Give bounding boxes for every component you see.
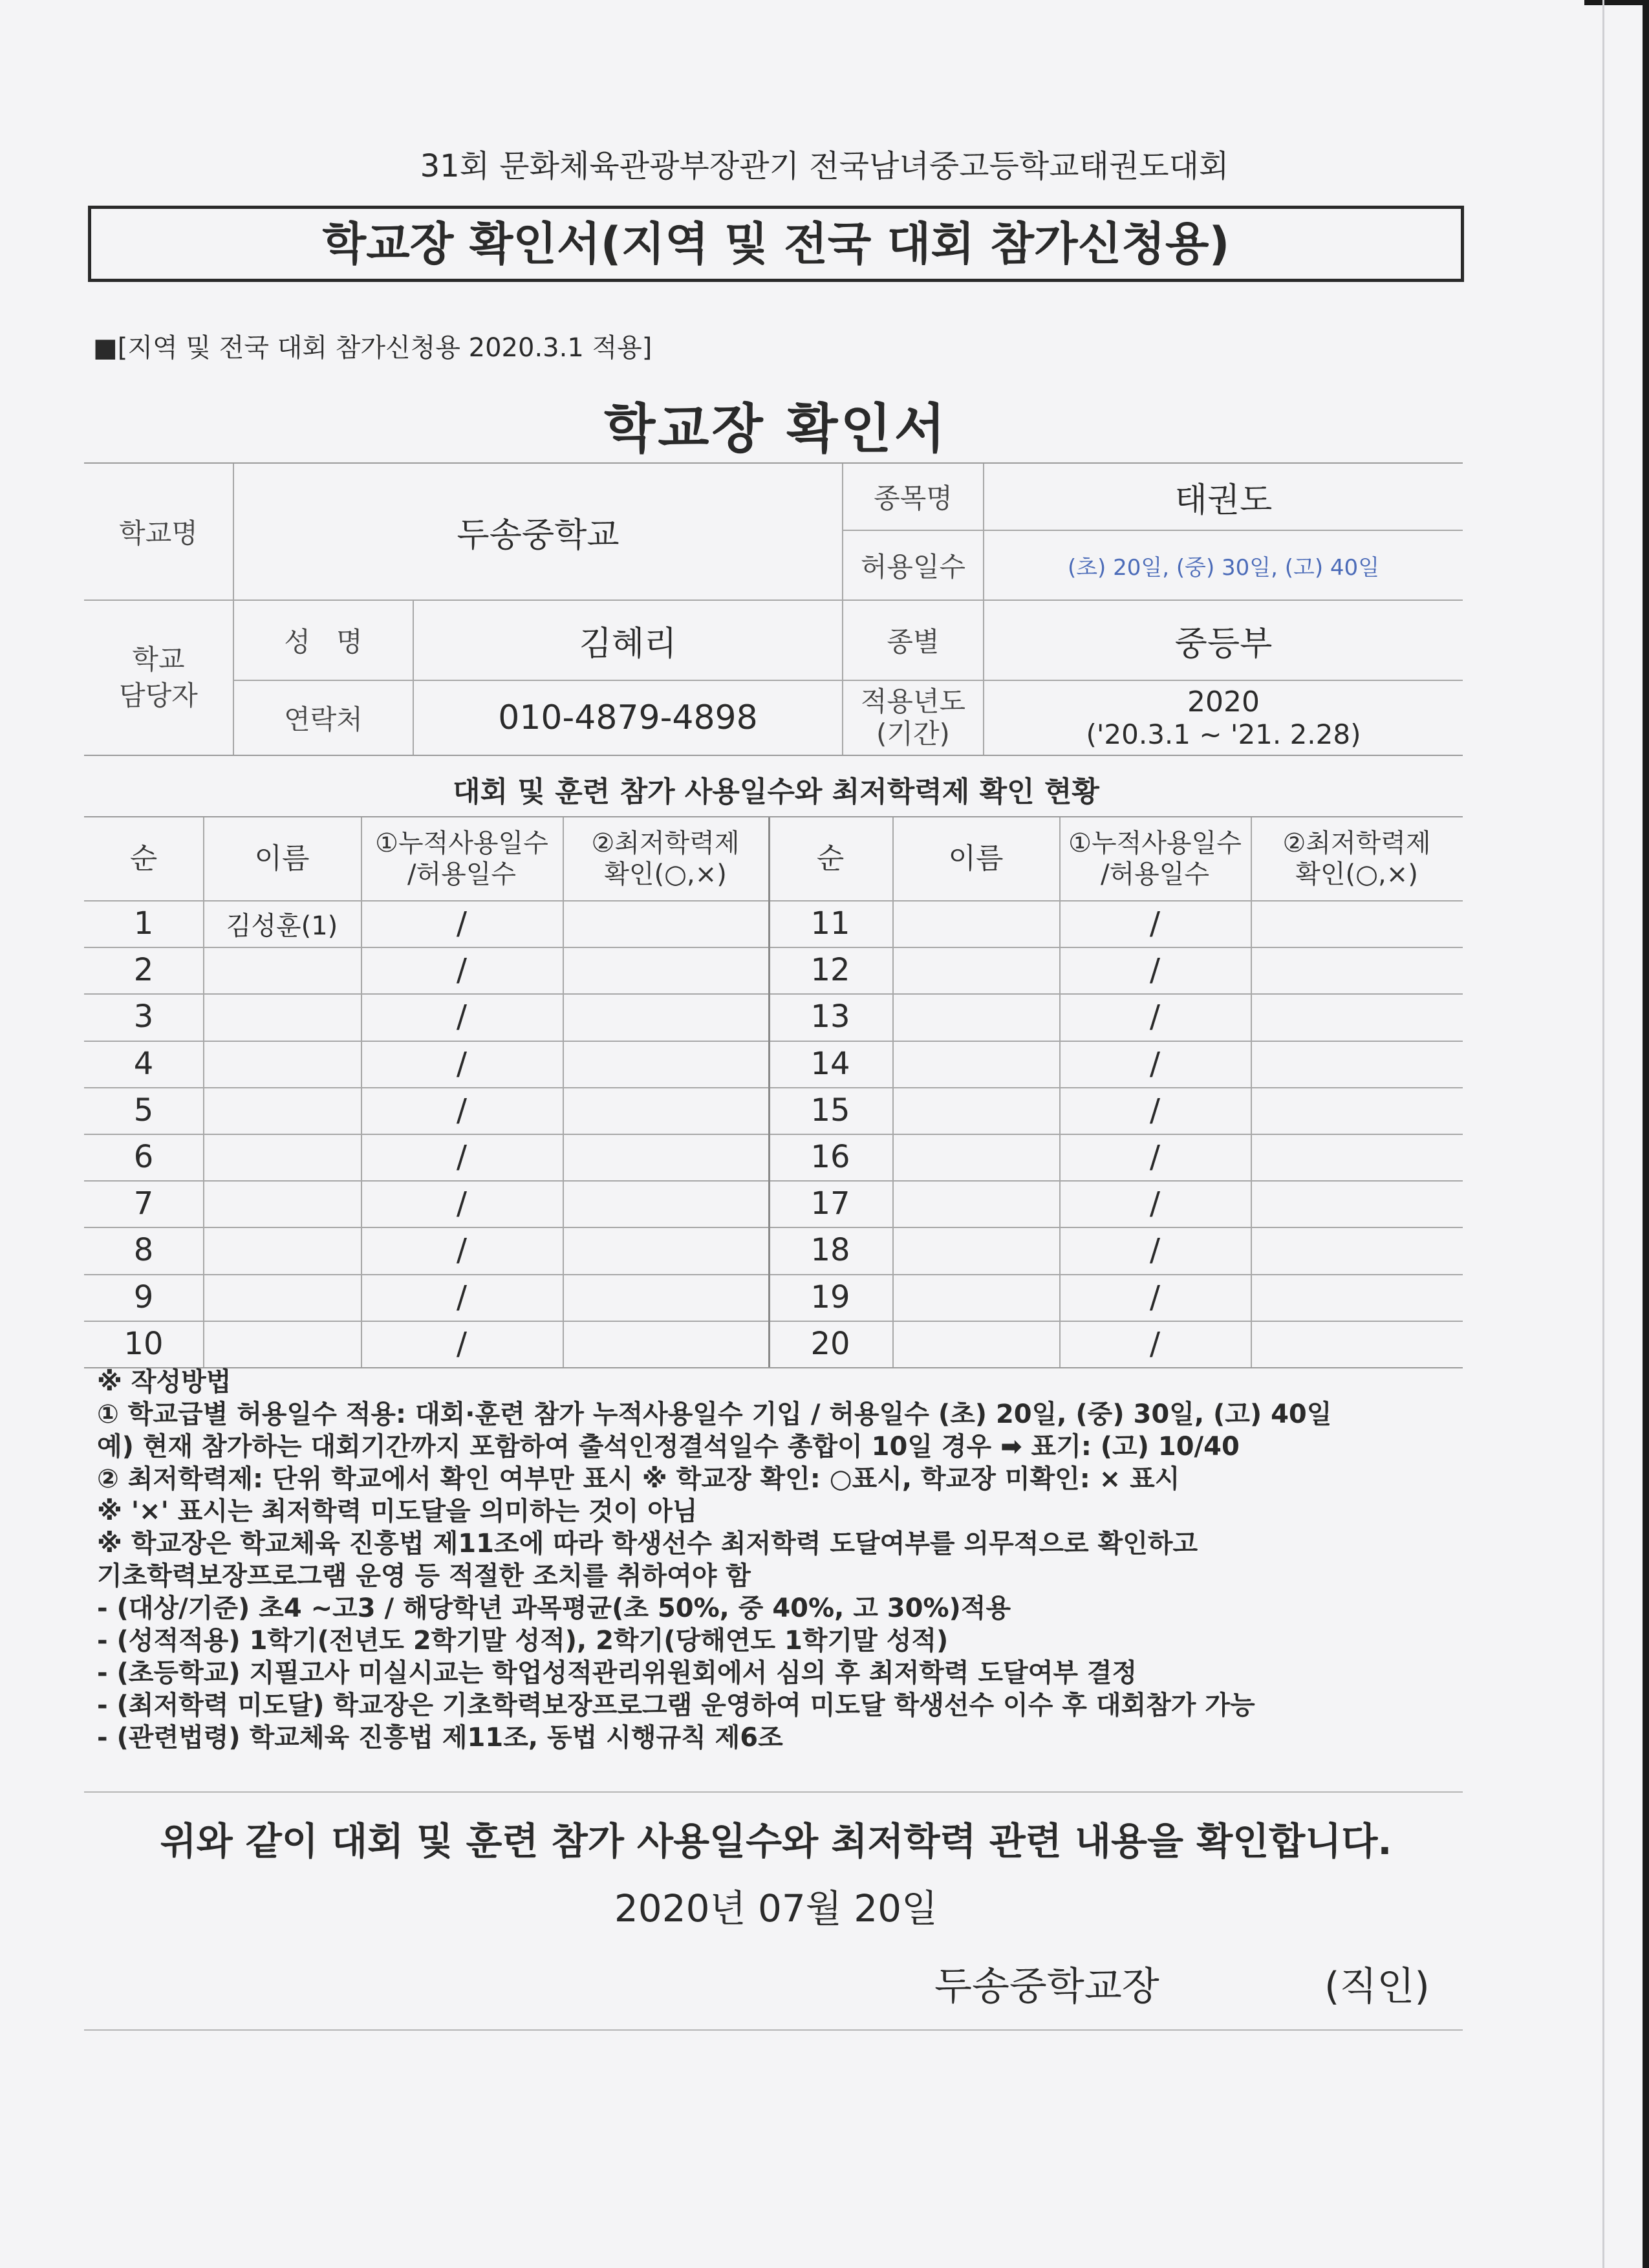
- allowed-days-label: 허용일수: [860, 551, 966, 583]
- table-cell-days: /: [456, 1139, 468, 1176]
- table-cell-no: 7: [133, 1185, 154, 1222]
- table-cell-no: 14: [810, 1045, 850, 1082]
- table-cell-name: [203, 1321, 361, 1367]
- header-check: ②최저학력제 확인(○,×): [591, 828, 740, 889]
- table-cell-no: 10: [124, 1325, 164, 1362]
- table-cell-name: [892, 1227, 1059, 1273]
- table-cell-no: 12: [810, 952, 850, 989]
- table-cell-check: [1251, 1274, 1463, 1321]
- writing-instructions: [97, 1366, 1487, 1754]
- header-days: ①누적사용일수 /허용일수: [375, 828, 548, 889]
- table-cell-check: [1251, 1180, 1463, 1227]
- table-cell-check: [1251, 1227, 1463, 1273]
- staff-label: 학교 담당자: [119, 643, 198, 711]
- table-cell-no: 13: [810, 999, 850, 1035]
- table-cell-days: /: [1149, 1092, 1161, 1129]
- contact-label: 연락처: [284, 704, 363, 735]
- athlete-usage-table: [84, 816, 1463, 1368]
- event-value: 태권도: [1174, 481, 1273, 520]
- table-cell-check: [1251, 1041, 1463, 1087]
- table-cell-check: [1251, 1134, 1463, 1180]
- note-line: 기초학력보장프로그램 운영 등 적절한 조치를 취하여야 함: [97, 1561, 751, 1591]
- note-line: 예) 현재 참가하는 대회기간까지 포함하여 출석인정결석일수 총합이 10일 경우 ➡ 표기: (고) 10/40: [97, 1432, 1240, 1462]
- table-cell-name: [892, 1180, 1059, 1227]
- school-info-table: [84, 462, 1463, 756]
- note-line: ② 최저학력제: 단위 학교에서 확인 여부만 표시 ※ 학교장 확인: ○표시, 학교장 미확인: × 표시: [97, 1464, 1180, 1494]
- table-cell-days: /: [1149, 1279, 1161, 1315]
- table-cell-no: 18: [810, 1232, 850, 1269]
- note-line: - (최저학력 미도달) 학교장은 기초학력보장프로그램 운영하여 미도달 학생선수 이수 후 대회참가 가능: [97, 1690, 1255, 1720]
- year-label: 적용년도 (기간): [860, 686, 966, 750]
- table-cell-days: /: [456, 905, 468, 942]
- note-line: - (대상/기준) 초4 ~고3 / 해당학년 과목평균(초 50%, 중 40%, 고 30%)적용: [97, 1593, 1011, 1623]
- table-cell-no: 16: [810, 1139, 850, 1176]
- table-cell-check: [563, 1321, 768, 1367]
- note-line: - (성적적용) 1학기(전년도 2학기말 성적), 2학기(당해연도 1학기말 성적): [97, 1626, 949, 1656]
- table-cell-days: /: [1149, 1185, 1161, 1222]
- table-cell-check: [1251, 993, 1463, 1040]
- table-cell-no: 6: [133, 1139, 154, 1176]
- competition-header: 31회 문화체육관광부장관기 전국남녀중고등학교태권도대회: [420, 148, 1229, 184]
- table-cell-check: [563, 947, 768, 993]
- form-tag-line: ■[지역 및 전국 대회 참가신청용 2020.3.1 적용]: [93, 333, 652, 363]
- contact-value: 010-4879-4898: [498, 698, 758, 737]
- divider: [84, 2029, 1463, 2031]
- table-cell-days: /: [456, 1325, 468, 1362]
- table-cell-name: [203, 947, 361, 993]
- table-cell-check: [563, 1041, 768, 1087]
- table-cell-days: /: [456, 999, 468, 1035]
- note-line: - (관련법령) 학교체육 진흥법 제11조, 동법 시행규칙 제6조: [97, 1723, 783, 1753]
- name-value: 김혜리: [579, 624, 677, 664]
- table-cell-name: [203, 993, 361, 1040]
- table-cell-name: [203, 1274, 361, 1321]
- division-label: 종별: [887, 626, 940, 658]
- year-cell: [984, 681, 1463, 755]
- table-cell-name: [203, 1087, 361, 1134]
- table-cell-name: [892, 1321, 1059, 1367]
- table-cell-days: /: [1149, 1232, 1161, 1269]
- divider: [84, 1791, 1463, 1793]
- year-period: ('20.3.1 ~ '21. 2.28): [1086, 718, 1361, 750]
- table-cell-days: /: [456, 952, 468, 989]
- table-cell-name: [892, 1087, 1059, 1134]
- table-cell-days: /: [456, 1045, 468, 1082]
- allowed-days-value: (초) 20일, (중) 30일, (고) 40일: [1067, 554, 1380, 581]
- note-line: ※ '×' 표시는 최저학력 미도달을 의미하는 것이 아님: [97, 1496, 698, 1526]
- table-cell-days: /: [456, 1185, 468, 1222]
- note-line: ※ 학교장은 학교체육 진흥법 제11조에 따라 학생선수 최저학력 도달여부를 의무적으로 확인하고: [97, 1529, 1198, 1559]
- table-cell-name: [203, 1134, 361, 1180]
- table-cell-no: 1: [133, 905, 154, 942]
- division-value: 중등부: [1174, 624, 1273, 664]
- table-cell-name: 김성훈(1): [226, 911, 338, 941]
- table-cell-name: [203, 1227, 361, 1273]
- school-value: 두송중학교: [457, 515, 620, 555]
- table-cell-name: [203, 1180, 361, 1227]
- table-cell-check: [563, 1274, 768, 1321]
- confirmation-statement: 위와 같이 대회 및 훈련 참가 사용일수와 최저학력 관련 내용을 확인합니다.: [160, 1819, 1392, 1863]
- table-cell-days: /: [1149, 999, 1161, 1035]
- header-days: ①누적사용일수 /허용일수: [1068, 828, 1242, 889]
- table-cell-days: /: [1149, 1139, 1161, 1176]
- confirmation-date: 2020년 07월 20일: [614, 1886, 938, 1930]
- table-cell-check: [1251, 1087, 1463, 1134]
- table-cell-check: [563, 1180, 768, 1227]
- table-cell-days: /: [1149, 952, 1161, 989]
- table-cell-no: 4: [133, 1045, 154, 1082]
- principal-name: 두송중학교장: [934, 1964, 1159, 2009]
- table-cell-name: [892, 1274, 1059, 1321]
- table-cell-days: /: [456, 1279, 468, 1315]
- event-label: 종목명: [874, 482, 953, 514]
- form-title-box: 학교장 확인서(지역 및 전국 대회 참가신청용): [88, 206, 1464, 282]
- table-cell-check: [563, 1087, 768, 1134]
- official-seal-label: (직인): [1324, 1964, 1430, 2009]
- table-cell-check: [1251, 900, 1463, 947]
- scan-edge-top: [1584, 0, 1649, 5]
- school-label: 학교명: [119, 517, 198, 549]
- table-cell-name: [203, 1041, 361, 1087]
- table-cell-no: 19: [810, 1279, 850, 1315]
- table-cell-no: 11: [810, 905, 850, 942]
- document-title: 학교장 확인서: [604, 398, 948, 460]
- table-cell-check: [563, 900, 768, 947]
- table-cell-check: [563, 993, 768, 1040]
- table-cell-days: /: [1149, 1045, 1161, 1082]
- table-cell-check: [1251, 1321, 1463, 1367]
- table-cell-name: [892, 947, 1059, 993]
- table-cell-days: /: [1149, 1325, 1161, 1362]
- table-cell-check: [563, 1227, 768, 1273]
- table-cell-no: 5: [133, 1092, 154, 1129]
- table-cell-no: 15: [810, 1092, 850, 1129]
- section-title: 대회 및 훈련 참가 사용일수와 최저학력제 확인 현황: [453, 775, 1099, 808]
- scan-edge-right: [1643, 0, 1649, 2268]
- table-cell-no: 8: [133, 1232, 154, 1269]
- header-check: ②최저학력제 확인(○,×): [1282, 828, 1431, 889]
- scan-shadow-line: [1602, 0, 1604, 2268]
- table-cell-no: 2: [133, 952, 154, 989]
- table-cell-days: /: [1149, 905, 1161, 942]
- note-line: ① 학교급별 허용일수 적용: 대회·훈련 참가 누적사용일수 기입 / 허용일수 (초) 20일, (중) 30일, (고) 40일: [97, 1399, 1332, 1429]
- table-cell-name: [892, 1134, 1059, 1180]
- table-cell-days: /: [456, 1092, 468, 1129]
- note-line: - (초등학교) 지필고사 미실시교는 학업성적관리위원회에서 심의 후 최저학력 도달여부 결정: [97, 1658, 1137, 1688]
- year-value: 2020: [1187, 686, 1260, 718]
- table-cell-no: 20: [810, 1325, 850, 1362]
- name-label: 성 명: [284, 626, 363, 658]
- note-line: ※ 작성방법: [97, 1367, 232, 1397]
- table-cell-check: [1251, 947, 1463, 993]
- header-name: 이름: [254, 841, 310, 875]
- header-no: 순: [816, 841, 845, 875]
- header-name: 이름: [948, 841, 1004, 875]
- table-cell-days: /: [456, 1232, 468, 1269]
- table-cell-name: [892, 900, 1059, 947]
- table-cell-check: [563, 1134, 768, 1180]
- header-no: 순: [129, 841, 158, 875]
- table-cell-no: 17: [810, 1185, 850, 1222]
- table-cell-no: 9: [133, 1279, 154, 1315]
- table-cell-name: [892, 993, 1059, 1040]
- table-cell-no: 3: [133, 999, 154, 1035]
- table-cell-name: [892, 1041, 1059, 1087]
